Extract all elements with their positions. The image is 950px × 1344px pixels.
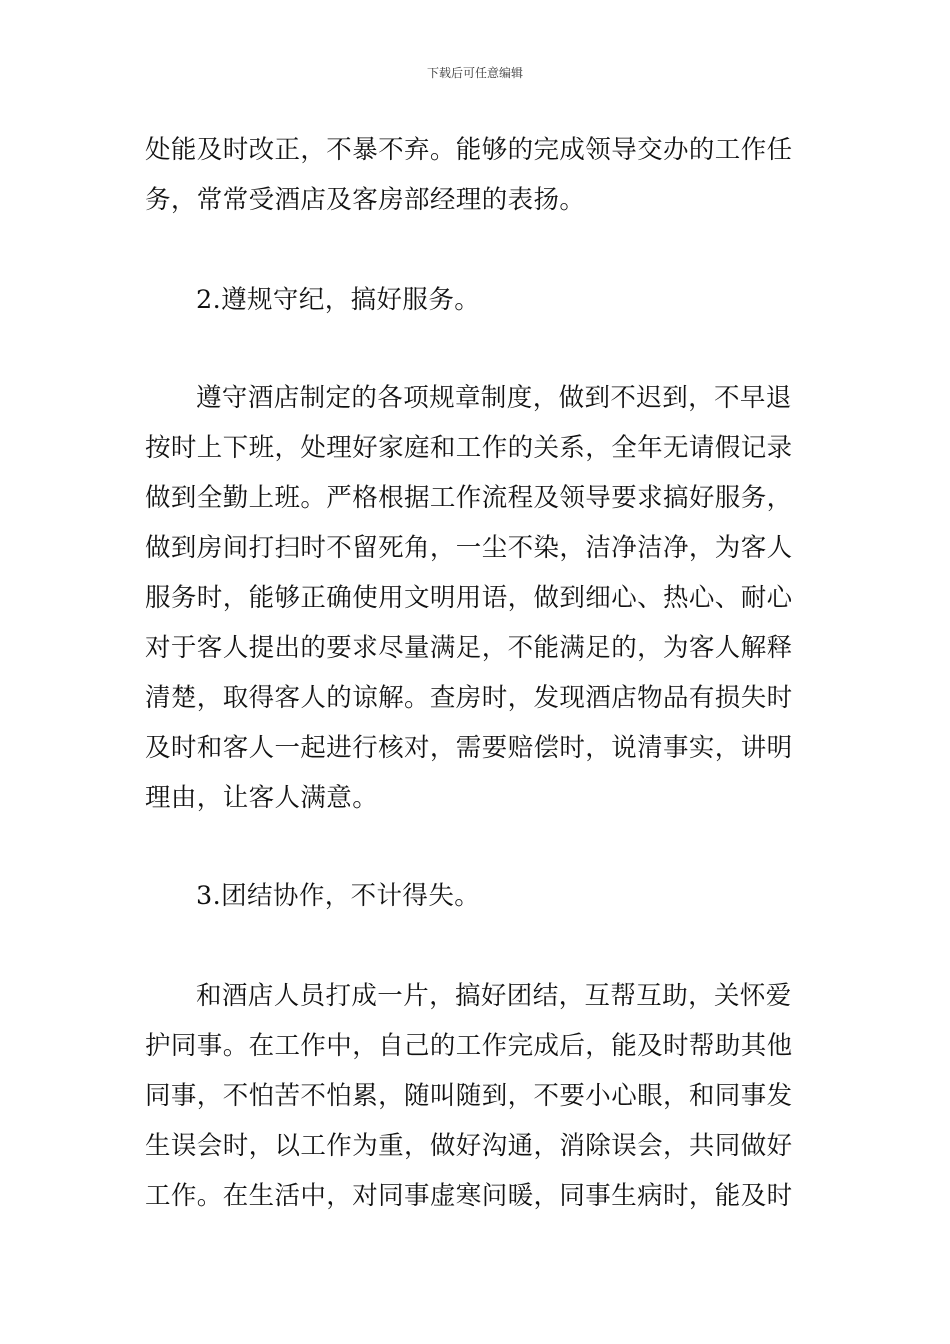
section-heading-3: 3.团结协作，不计得失。 bbox=[196, 881, 481, 911]
text-line: 做到房间打扫时不留死角，一尘不染，洁净洁净，为客人 bbox=[145, 533, 793, 563]
text-line: 按时上下班，处理好家庭和工作的关系，全年无请假记录 bbox=[145, 433, 793, 463]
text-line: 生误会时，以工作为重，做好沟通，消除误会，共同做好 bbox=[145, 1131, 793, 1161]
page-header-note: 下载后可任意编辑 bbox=[426, 66, 523, 80]
text-line: 同事，不怕苦不怕累，随叫随到，不要小心眼，和同事发 bbox=[145, 1081, 793, 1111]
text-line: 对于客人提出的要求尽量满足，不能满足的，为客人解释 bbox=[145, 633, 793, 663]
text-line: 处能及时改正，不暴不弃。能够的完成领导交办的工作任 bbox=[145, 135, 793, 165]
text-line: 和酒店人员打成一片，搞好团结，互帮互助，关怀爱 bbox=[196, 981, 792, 1011]
text-line: 服务时，能够正确使用文明用语，做到细心、热心、耐心 bbox=[145, 583, 793, 613]
text-line: 及时和客人一起进行核对，需要赔偿时，说清事实，讲明 bbox=[145, 733, 793, 763]
text-line: 做到全勤上班。严格根据工作流程及领导要求搞好服务， bbox=[145, 483, 793, 513]
text-line: 理由，让客人满意。 bbox=[145, 783, 379, 813]
section-heading-2: 2.遵规守纪，搞好服务。 bbox=[196, 285, 481, 315]
text-line: 护同事。在工作中，自己的工作完成后，能及时帮助其他 bbox=[145, 1031, 793, 1061]
text-line: 工作。在生活中，对同事虚寒问暖，同事生病时，能及时 bbox=[145, 1181, 793, 1211]
text-line: 务，常常受酒店及客房部经理的表扬。 bbox=[145, 185, 586, 215]
text-line: 清楚，取得客人的谅解。查房时，发现酒店物品有损失时 bbox=[145, 683, 793, 713]
text-line: 遵守酒店制定的各项规章制度，做到不迟到，不早退 bbox=[196, 383, 792, 413]
